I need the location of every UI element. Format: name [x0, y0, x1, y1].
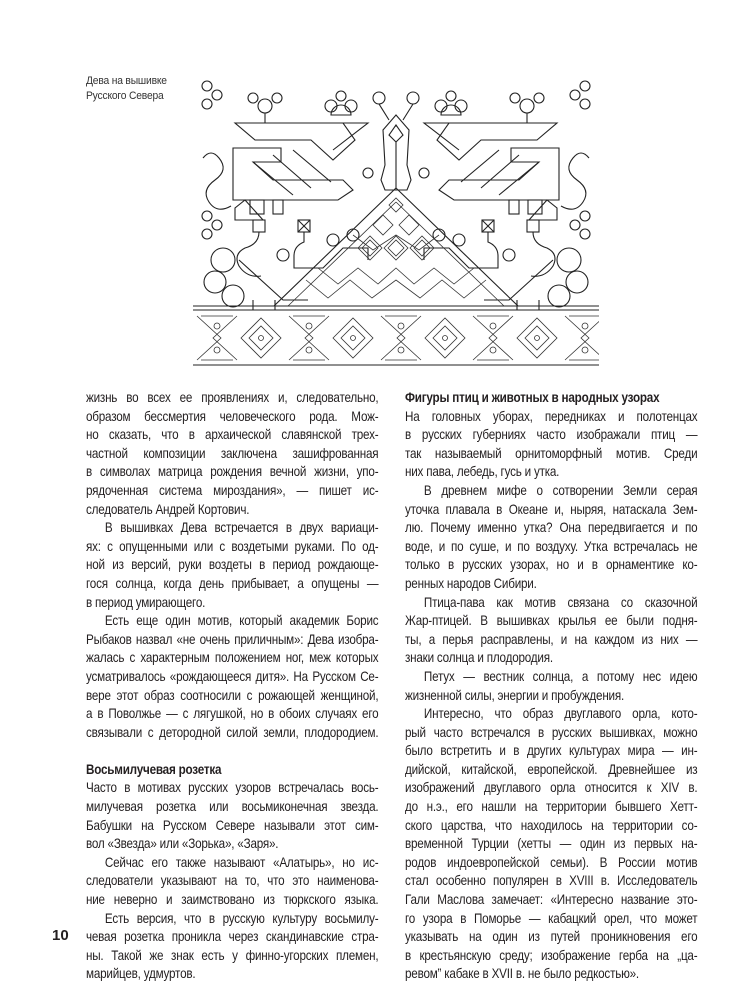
section-heading: Восьмилучевая розетка [86, 761, 222, 777]
page-number: 10 [52, 927, 69, 944]
text-line: Интересно, что образ двуглавого орла, кото- [423, 706, 698, 722]
text-line: жалась с характерным положением ног, меж которых [86, 650, 379, 666]
text-line: ты, а перья расправлены, и на каждом из них — [405, 631, 698, 647]
text-line: Сейчас его также называют «Алатырь», но ис- [104, 854, 379, 870]
text-line: Гали Маслова замечает: «Интересно название это- [405, 892, 698, 908]
text-line: На головных уборах, передниках и полотенцах [405, 408, 698, 424]
text-line: В древнем мифе о сотворении Земли серая [423, 482, 698, 498]
text-line: Бабушки на Русском Севере называли этот сим- [86, 817, 379, 833]
lower-figure [204, 220, 368, 310]
text-line: Есть версия, что в русскую культуру восьмилу- [104, 910, 379, 926]
text-line: в русских губерниях часто изображали птиц — [405, 427, 698, 443]
text-line: знаки солнца и плодородия. [405, 650, 553, 666]
text-line: вол «Звезда» или «Зорька», «Заря». [86, 836, 279, 852]
text-line: Рыбаков назвал «не очень приличным»: Дева изобра- [86, 631, 379, 647]
caption-line: Русского Севера [86, 90, 164, 102]
text-line: Есть еще один мотив, который академик Борис [104, 613, 379, 629]
text-line: ние неверно и заимствовано из тюркского языка. [86, 892, 379, 908]
deva-head-icon [248, 91, 357, 123]
text-line: жизнь во всех ее проявлениях и, следовательно, [86, 390, 379, 405]
text-line: уточка плавала в Океане и, ныряя, натаскала Зем- [405, 501, 698, 517]
section-heading: Фигуры птиц и животных в народных узорах [405, 390, 660, 405]
text-line: дийской, китайской, европейской. Древнейшее из [405, 761, 698, 777]
text-line: воде, и по суше, и по воздуху. Утка встречалась не [405, 538, 698, 554]
text-line: в символах матрица рождения вечной жизни, упо- [86, 464, 379, 480]
text-line: гося солнца, когда день прибывает, а опущены — [86, 575, 379, 591]
text-line: ского царства, что находилось на территории со- [405, 817, 698, 833]
text-line: рядоченная система мироздания», — пишет ис- [86, 482, 379, 498]
text-line: но сказать, что в архаической славянской трех- [86, 427, 379, 443]
text-line: рый часто встречался в русских вышивках, можно [405, 724, 698, 740]
text-line: указывать на один из путей проникновения его [405, 929, 698, 945]
text-line: го узора в Поморье — кабацкий орел, что может [405, 910, 698, 926]
text-line: ренных народов Сибири. [405, 575, 537, 591]
text-line: в крестьянскую среду; изображение герба на „ца- [405, 947, 698, 963]
text-line: ревом” кабаке в XVII в. не было редкостью». [405, 966, 639, 982]
text-line: В вышивках Дева встречается в двух вариаци- [104, 520, 379, 536]
text-line: так называемый орнитоморфный мотив. Среди [405, 445, 698, 461]
text-line: частной композиции заключена зашифрованная [86, 445, 379, 461]
right-column [405, 389, 697, 984]
text-line: образом бессмертия человеческого рода. Мож- [86, 408, 379, 424]
text-line: усматривалось «рождающееся дитя». На Русском Се- [86, 668, 379, 684]
text-line: родов индоевропейской семьи). В России мотив [405, 854, 698, 870]
text-line: а в Поволжье — с лягушкой, но в обоих случаях его [86, 706, 379, 722]
text-line: следователь Андрей Кортович. [86, 501, 250, 517]
rosette-cluster-icon [202, 81, 222, 239]
text-line: ны. Такой же знак есть у финно-угорских племен, [86, 947, 379, 963]
text-line: чевая розетка проникла через скандинавские стра- [86, 929, 379, 945]
embroidery-illustration [193, 70, 599, 370]
text-line: них пава, лебедь, гусь и утка. [405, 464, 560, 480]
central-triangle [274, 188, 518, 306]
text-line: стал особенно популярен в XVIII в. Исследователь [405, 873, 698, 889]
text-line: Птица-пава как мотив связана со сказочной [423, 594, 698, 610]
text-line: связывали с детородной силой земли, плодородием. [86, 724, 379, 740]
caption-line: Дева на вышивке [86, 75, 167, 87]
text-line: лю. Почему именно утка? Она передвигается и по [405, 520, 698, 536]
text-line: следователи указывают на то, что это наименова- [86, 873, 379, 889]
text-line: изображений двуглавого орла относится к XIV в. [405, 780, 698, 796]
text-line: вере этот образ соотносили с рожающей женщиной, [86, 687, 379, 703]
text-line: ях: с опущенными или с воздетыми руками. По од- [86, 538, 379, 554]
text-line: милучевая розетка или восьмиконечная звезда. [86, 799, 379, 815]
text-line: Петух — вестник солнца, а потому нес идею [423, 668, 698, 684]
diamond-row [358, 198, 434, 260]
text-line: временной Турции (хетты — один из первых на- [405, 836, 698, 852]
left-column [86, 389, 378, 984]
text-line: ной из версий, руки воздеты в период рождающе- [86, 557, 379, 573]
arm-bands [203, 123, 368, 220]
text-line: только в русских узорах, но и в орнаментике ко- [405, 557, 698, 573]
text-line: было встретить и в других культурах мира — ин- [405, 743, 698, 759]
central-tree [363, 92, 429, 190]
bottom-border-band [193, 306, 599, 365]
text-line: Часто в мотивах русских узоров встречалась вось- [86, 780, 379, 796]
text-line: Жар-птицей. В вышивках крылья ее были подня- [405, 613, 698, 629]
text-line: марийцев, удмуртов. [86, 966, 196, 982]
figure-caption [86, 74, 187, 104]
text-line: до н.э., его нашли на территории бывшего Хетт- [405, 799, 698, 815]
text-line: жизненной силы, энергии и пробуждения. [405, 687, 625, 703]
embroidery-half-left [202, 81, 368, 310]
text-line: в период умирающего. [86, 594, 206, 610]
